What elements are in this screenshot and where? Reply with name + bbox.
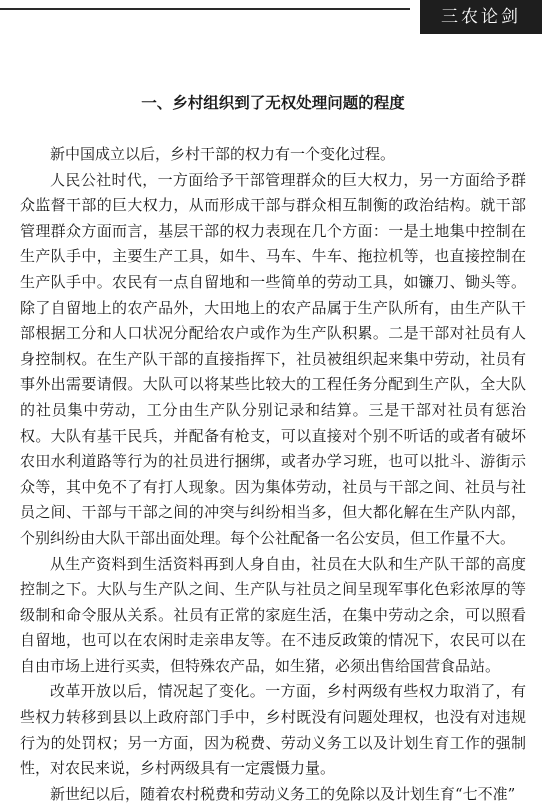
section-heading: 一、乡村组织到了无权处理问题的程度 bbox=[141, 94, 405, 112]
section-tag: 三农论剑 bbox=[420, 0, 542, 34]
article-body bbox=[20, 88, 526, 807]
paragraph-control: 从生产资料到生活资料再到人身自由，社员在大队和生产队干部的高度控制之下。大队与生产队之间、生产队与社员之间呈现军事化色彩浓厚的等级制和命令服从关系。社员有正常的家庭生活，在集中劳动之余，可以照看自留地，也可以在农闲时走亲串友等。在不违反政策的情况下，农民可以在自由市场上进行买卖，但特殊农产品，如生猪，必须出售给国营食品站。 bbox=[20, 554, 526, 675]
paragraph-commune-era: 人民公社时代，一方面给予干部管理群众的巨大权力，另一方面给予群众监督干部的巨大权力，从而形成干部与群众相互制衡的政治结构。就干部管理群众方面而言，基层干部的权力表现在几个方面：一是土地集中控制在生产队手中，主要生产工具，如牛、马车、牛车、拖拉机等，也直接控制在生产队手中。农民有一点自留地和一些简单的劳动工具，如镰刀、锄头等。除了自留地上的农产品外，大田地上的农产品属于生产队所有，由生产队干部根据工分和人口状况分配给农户或作为生产队积累。二是干部对社员有人身控制权。在生产队干部的直接指挥下，社员被组织起来集中劳动，社员有事外出需要请假。大队可以将某些比较大的工程任务分配到生产队，全大队的社员集中劳动，工分由生产队分别记录和结算。三是干部对社员有惩治权。大队有基干民兵，并配备有枪支，可以直接对个别不听话的或者有破坏农田水利道路等行为的社员进行捆绑，或者办学习班，也可以批斗、游街示众等，其中免不了有打人现象。因为集体劳动，社员与干部之间、社员与社员之间、干部与干部之间的冲突与纠纷相当多，但大都化解在生产队内部，个别纠纷由大队干部出面处理。每个公社配备一名公安员，但工作量不大。 bbox=[20, 170, 526, 547]
paragraph-new-century: 新世纪以后，随着农村税费和劳动义务工的免除以及计划生育“七不准” bbox=[50, 784, 516, 803]
header-rule bbox=[0, 8, 410, 10]
paragraph-reform: 改革开放以后，情况起了变化。一方面，乡村两级有些权力取消了，有些权力转移到县以上政府部门手中，乡村既没有问题处理权，也没有对违规行为的处罚权；另一方面，因为税费、劳动义务工以及计划生育工作的强制性，对农民来说，乡村两级具有一定震慑力量。 bbox=[20, 682, 526, 778]
paragraph-intro: 新中国成立以后，乡村干部的权力有一个变化过程。 bbox=[50, 145, 396, 163]
